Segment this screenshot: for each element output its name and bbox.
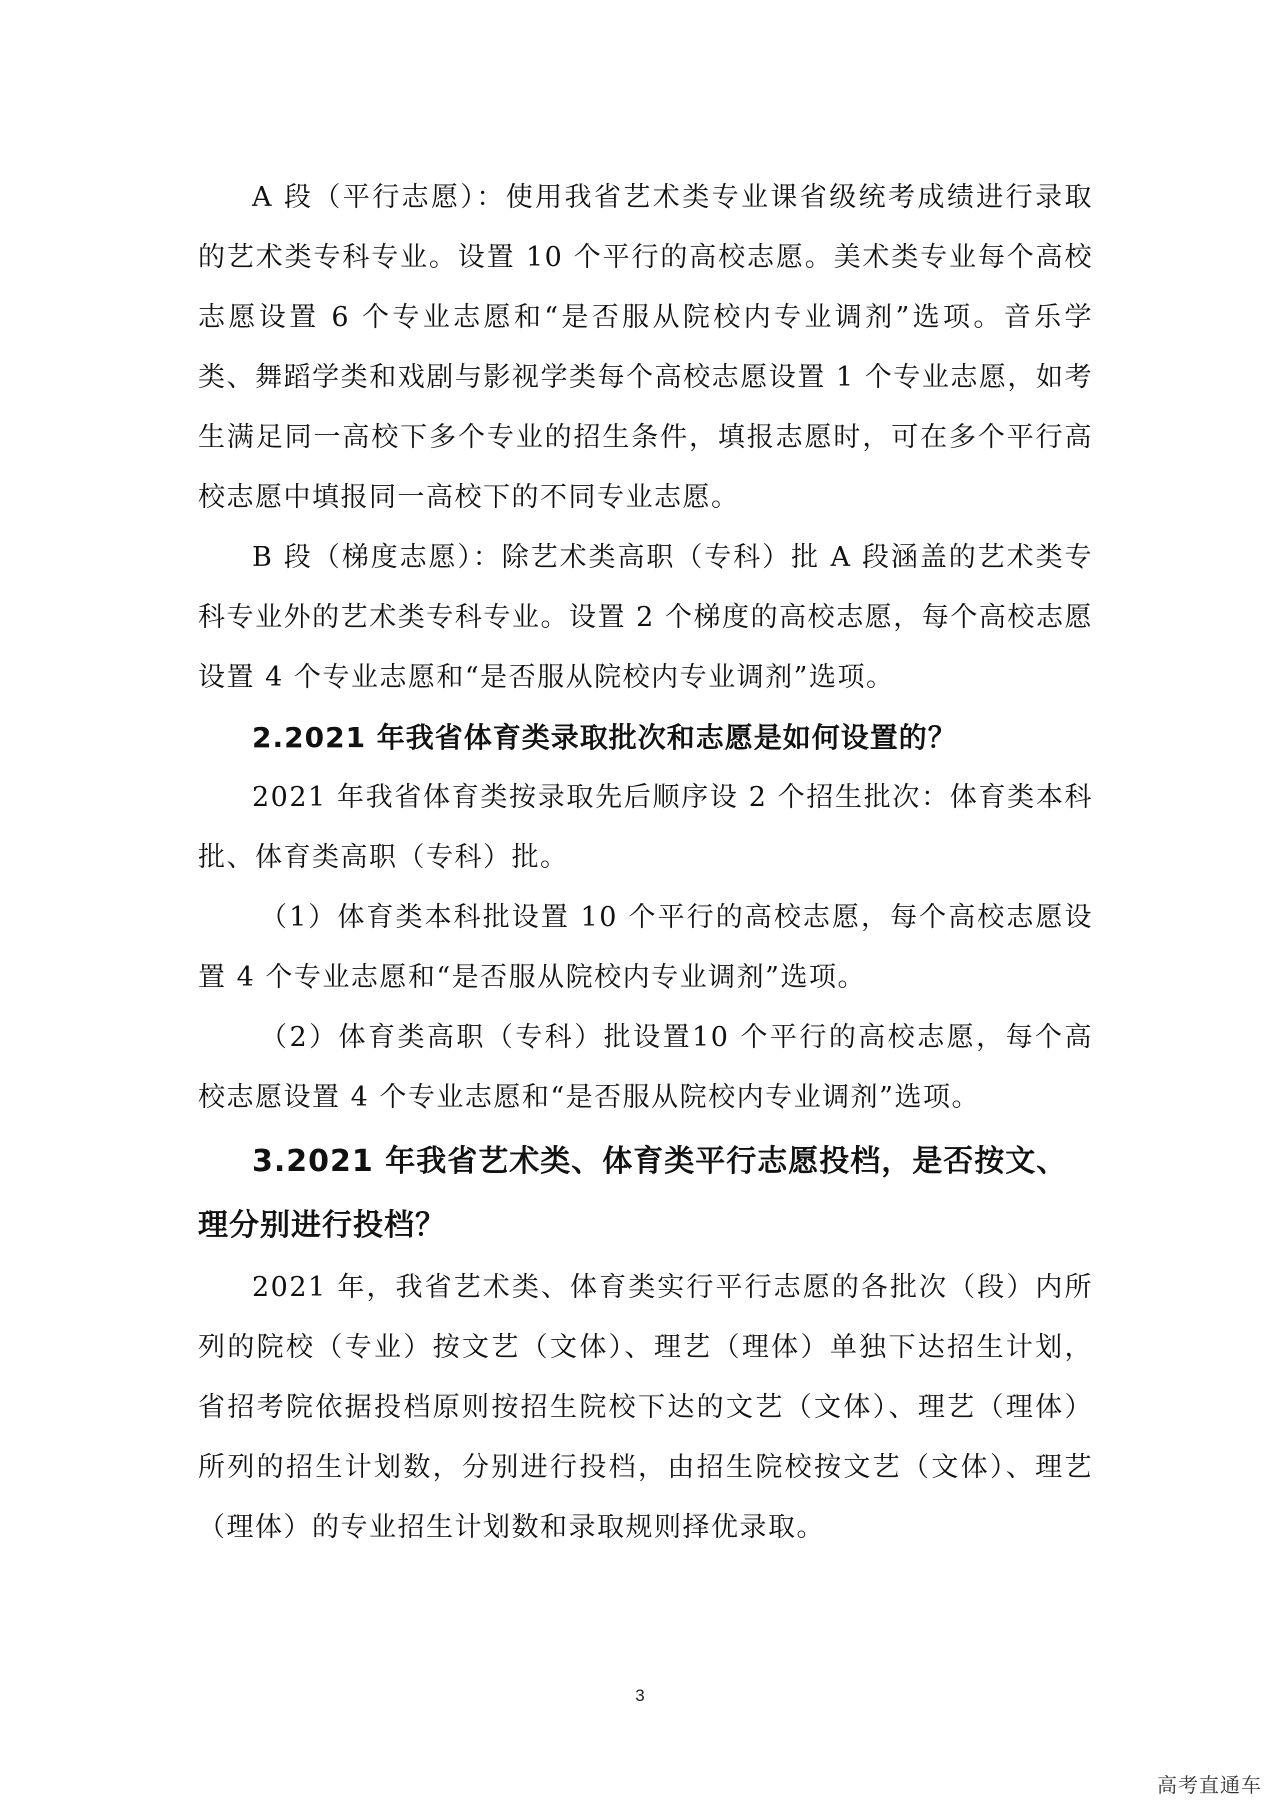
paragraph-sports-vocational: （2）体育类高职（专科）批设置10 个平行的高校志愿，每个高校志愿设置 4 个专业志愿和“是否服从院校内专业调剂”选项。	[198, 1022, 1093, 1113]
paragraph-sports-batches: 2021 年我省体育类按录取先后顺序设 2 个招生批次：体育类本科批、体育类高职（专科）批。	[198, 782, 1093, 873]
paragraph-a-section: A 段（平行志愿）：使用我省艺术类专业课省级统考成绩进行录取的艺术类专科专业。设置 10 个平行的高校志愿。美术类专业每个高校志愿设置 6 个专业志愿和“是否服从院校内专业调剂”选项。音乐学类、舞蹈学类和戏剧与影视学类每个高校志愿设置 1 个专业志愿，如考生满足同一高校下多个专业的招生条件，填报志愿时，可在多个平行高校志愿中填报同一高校下的不同专业志愿。	[198, 182, 1093, 513]
watermark-logo: 高考直通车	[1157, 1773, 1262, 1797]
paragraph-parallel-admission: 2021 年，我省艺术类、体育类实行平行志愿的各批次（段）内所列的院校（专业）按文艺（文体）、理艺（理体）单独下达招生计划，省招考院依据投档原则按招生院校下达的文艺（文体）、理艺（理体）所列的招生计划数，分别进行投档，由招生院校按文艺（文体）、理艺（理体）的专业招生计划数和录取规则择优录取。	[198, 1272, 1093, 1543]
document-body	[198, 168, 1093, 1558]
paragraph-sports-undergrad: （1）体育类本科批设置 10 个平行的高校志愿，每个高校志愿设置 4 个专业志愿和“是否服从院校内专业调剂”选项。	[198, 902, 1093, 993]
page-number: 3	[635, 1686, 645, 1705]
paragraph-b-section: B 段（梯度志愿）：除艺术类高职（专科）批 A 段涵盖的艺术类专科专业外的艺术类专科专业。设置 2 个梯度的高校志愿，每个高校志愿设置 4 个专业志愿和“是否服从院校内专业调剂”选项。	[198, 542, 1093, 693]
heading-question-3: 3.2021 年我省艺术类、体育类平行志愿投档，是否按文、理分别进行投档？	[198, 1144, 1068, 1243]
heading-question-2: 2.2021 年我省体育类录取批次和志愿是如何设置的？	[252, 721, 957, 754]
